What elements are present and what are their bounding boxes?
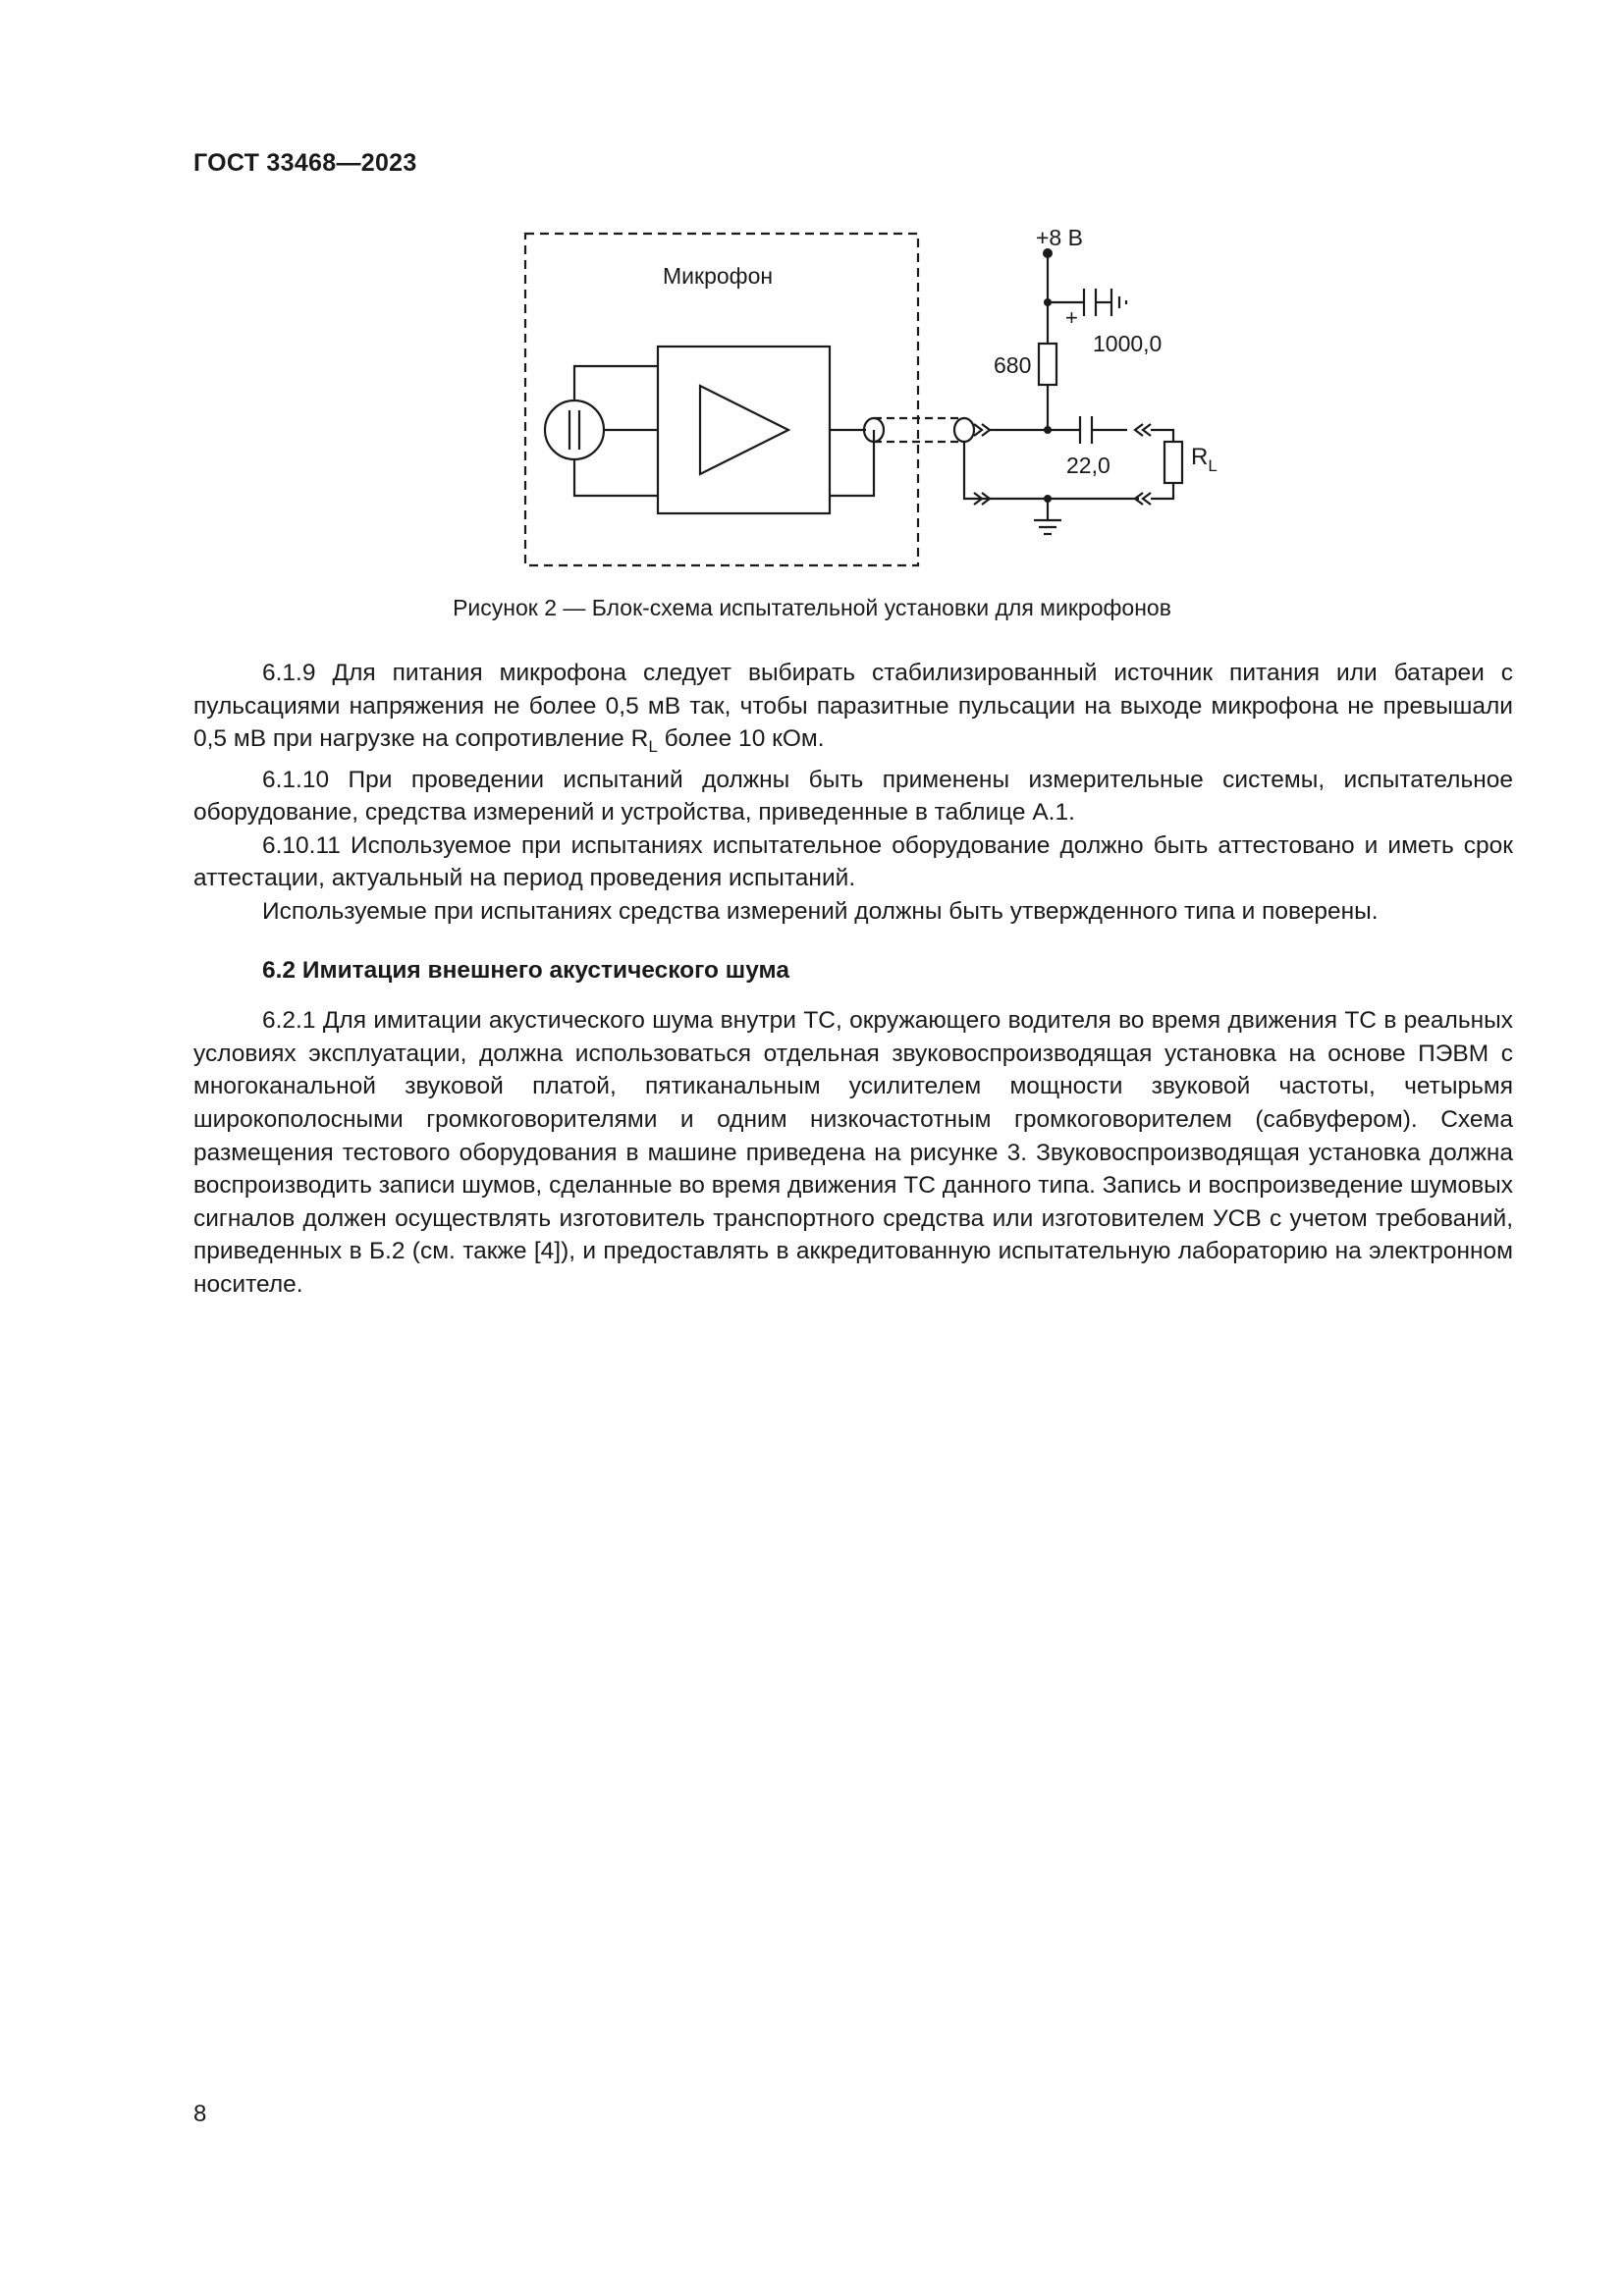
microphone-capsule — [545, 400, 604, 459]
capacitor-polarity-label: + — [1065, 305, 1078, 330]
document-body — [193, 657, 1513, 1302]
figure-block-diagram — [511, 224, 1218, 577]
resistor-680 — [1039, 344, 1056, 385]
coax-end-right — [954, 418, 974, 442]
capacitor-22-label: 22,0 — [1066, 453, 1110, 478]
page-number: 8 — [193, 2101, 207, 2127]
circuit-diagram — [511, 224, 1218, 577]
document-header: ГОСТ 33468—2023 — [193, 149, 417, 177]
paragraph-measuring-instruments: Используемые при испытаниях средства измерений должны быть утвержденного типа и поверены. — [262, 898, 1379, 926]
load-resistor — [1164, 442, 1182, 483]
microphone-label: Микрофон — [663, 263, 774, 289]
amplifier-block — [658, 347, 830, 513]
load-resistor-label: $R_L$ — [1191, 444, 1218, 475]
paragraph-6-1-10: 6.1.10 При проведении испытаний должны быть применены измерительные системы, испытательное оборудование, средства измерений и устройства, приведенные в таблице А.1. — [193, 766, 1513, 827]
supply-voltage-label: +8 В — [1036, 225, 1083, 250]
figure-caption: Рисунок 2 — Блок-схема испытательной установки для микрофонов — [453, 595, 1171, 620]
paragraph-6-2-1: 6.2.1 Для имитации акустического шума внутри ТС, окружающего водителя во время движения ТС в реальных условиях эксплуатации, должна использоваться отдельная звуковоспроизводящая установка на основе ПЭВМ с многоканальной звуковой платой, пятиканальным усилителем мощности звуковой частоты, четырьмя широкополосными громкоговорителями и одним низкочастотным громкоговорителем (сабвуфером). Схема размещения тестового оборудования в машине приведена на рисунке 3. Звуковоспроизводящая установка должна воспроизводить записи шумов, сделанные во время движения ТС данного типа. Запись и воспроизведение шумовых сигналов должен осуществлять изготовитель транспортного средства или изготовителем УСВ с учетом требований, приведенных в Б.2 (см. также [4]), и предоставлять в аккредитованную испытательную лабораторию на электронном носителе. — [193, 1007, 1513, 1298]
resistor-680-label: 680 — [994, 352, 1032, 378]
section-heading-6-2: 6.2 Имитация внешнего акустического шума — [262, 956, 789, 984]
capacitor-1000-label: 1000,0 — [1093, 331, 1163, 356]
amplifier-symbol — [700, 386, 788, 474]
paragraph-6-10-11: 6.10.11 Используемое при испытаниях испытательное оборудование должно быть аттестовано и иметь срок аттестации, актуальный на период проведения испытаний. — [193, 831, 1513, 892]
paragraph-6-1-9: 6.1.9 Для питания микрофона следует выбирать стабилизированный источник питания или батареи с пульсациями напряжения не более 0,5 мВ так, чтобы паразитные пульсации на выходе микрофона не превышали 0,5 мВ при нагрузке на сопротивление $R_L$ более 10 кОм. — [193, 660, 1513, 757]
